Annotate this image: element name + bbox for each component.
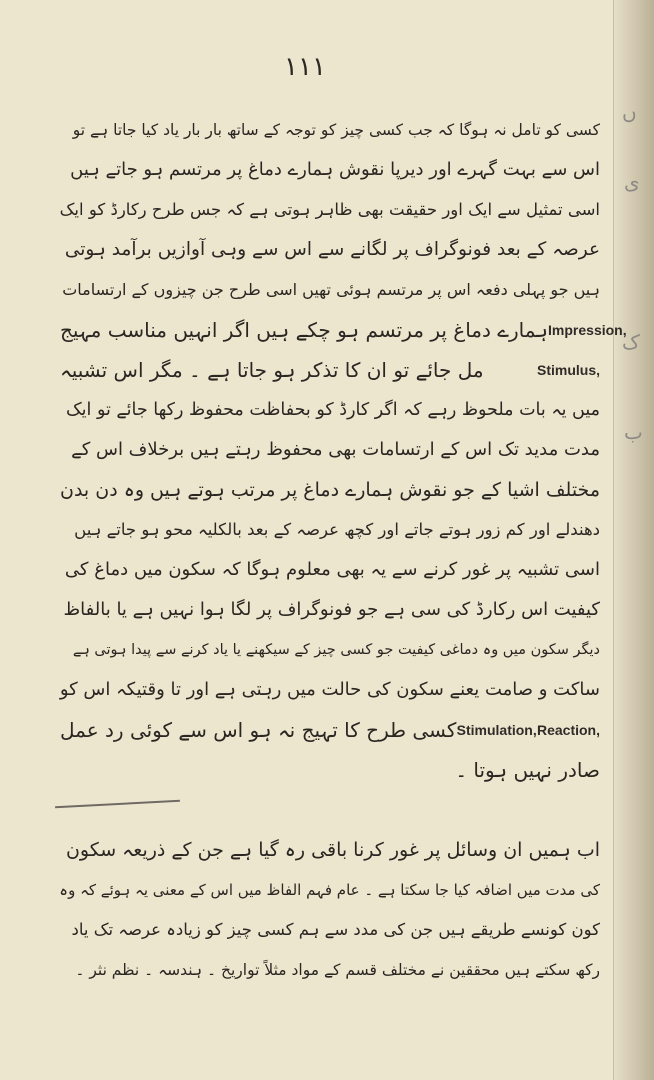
text-line: دیگر سکون میں وہ دماغی کیفیت جو کسی چیز کے سیکھنے یا یاد کرنے سے پیدا ہوتی ہے (72, 642, 600, 658)
english-term-stimulation: Stimulation, (456, 722, 537, 738)
english-term-impression: Impression, (548, 322, 627, 338)
text-line: ہیں جو پہلی دفعہ اس پر مرتسم ہوئی تھیں اسی طرح جن چیزوں کے ارتسامات (62, 280, 600, 299)
text-line: اب ہمیں ان وسائل پر غور کرنا باقی رہ گیا ہے جن کے ذریعہ سکون (65, 839, 600, 861)
text-line: ہمارے دماغ پر مرتسم ہو چکے ہیں اگر انہیں مناسب مہیج (60, 318, 549, 342)
text-line: اسی تشبیہ پر غور کرنے سے یہ بھی معلوم ہوگا کہ سکون میں دماغ کی (64, 559, 600, 580)
text-line: اس سے بہت گہرے اور دیرپا نقوش ہمارے دماغ پر مرتسم ہو جاتے ہیں (70, 159, 600, 180)
text-line: کیفیت اس رکارڈ کی سی ہے جو فونوگراف پر لگا ہوا نہیں ہے یا بالفاظ (63, 599, 600, 620)
text-line-with-term (60, 310, 627, 350)
english-term-reaction: Reaction, (536, 722, 600, 738)
text-line: اسی تمثیل سے ایک اور حقیقت بھی ظاہر ہوتی ہے کہ جس طرح رکارڈ کو ایک (59, 200, 600, 219)
text-line-with-term (60, 350, 600, 390)
text-line: مختلف اشیا کے جو نقوش ہمارے دماغ پر مرتب ہوتے ہیں وہ دن بدن (59, 479, 600, 501)
text-line: رکھ سکتے ہیں محققین نے مختلف قسم کے مواد مثلاً تواریخ ۔ ہندسہ ۔ نظم نثر ۔ (75, 961, 600, 979)
bleed-through-mark: ی (624, 170, 640, 194)
body-text (59, 110, 627, 990)
text-line: کی مدت میں اضافہ کیا جا سکتا ہے ۔ عام فہم الفاظ میں اس کے معنی یہ ہوئے کہ وہ (59, 881, 600, 899)
text-line: کون کونسے طریقے ہیں جن کی مدد سے ہم کسی چیز کو زیادہ عرصہ تک یاد (71, 920, 600, 939)
text-line: عرصہ کے بعد فونوگراف پر لگانے سے اس سے وہی آوازیں برآمد ہوتی (64, 239, 600, 260)
text-line: مل جائے تو ان کا تذکر ہو جاتا ہے ۔ مگر اس تشبیہ (60, 358, 484, 382)
text-line: کسی طرح کا تہیج نہ ہو اس سے کوئی رد عمل (60, 718, 457, 742)
page-spine (613, 0, 654, 1080)
text-line: دھندلے اور کم زور ہوتے جاتے اور کچھ عرصہ کے بعد بالکلیہ محو ہو جاتے ہیں (74, 520, 600, 539)
english-term-stimulus: Stimulus, (536, 362, 600, 378)
bleed-through-mark: ب (624, 420, 643, 444)
text-line: صادر نہیں ہوتا ۔ (455, 758, 600, 782)
text-line: میں یہ بات ملحوظ رہے کہ اگر کارڈ کو بحفاظت محفوظ رکھا جائے تو ایک (66, 400, 600, 420)
bleed-through-mark: ک (622, 330, 640, 354)
text-line-with-terms (60, 710, 600, 750)
text-line: کسی کو تامل نہ ہوگا کہ جب کسی چیز کو توجہ کے ساتھ بار بار یاد کیا جاتا ہے تو (72, 121, 600, 139)
paragraph-gap (60, 790, 600, 830)
text-line: مدت مدید تک اس کے ارتسامات بھی محفوظ رہتے ہیں برخلاف اس کے (71, 439, 600, 460)
text-line: ساکت و صامت یعنے سکون کی حالت میں رہتی ہے اور تا وقتیکہ اس کو (59, 679, 600, 700)
page-number: ۱۱۱ (284, 52, 326, 82)
bleed-through-mark: ں (622, 100, 637, 124)
